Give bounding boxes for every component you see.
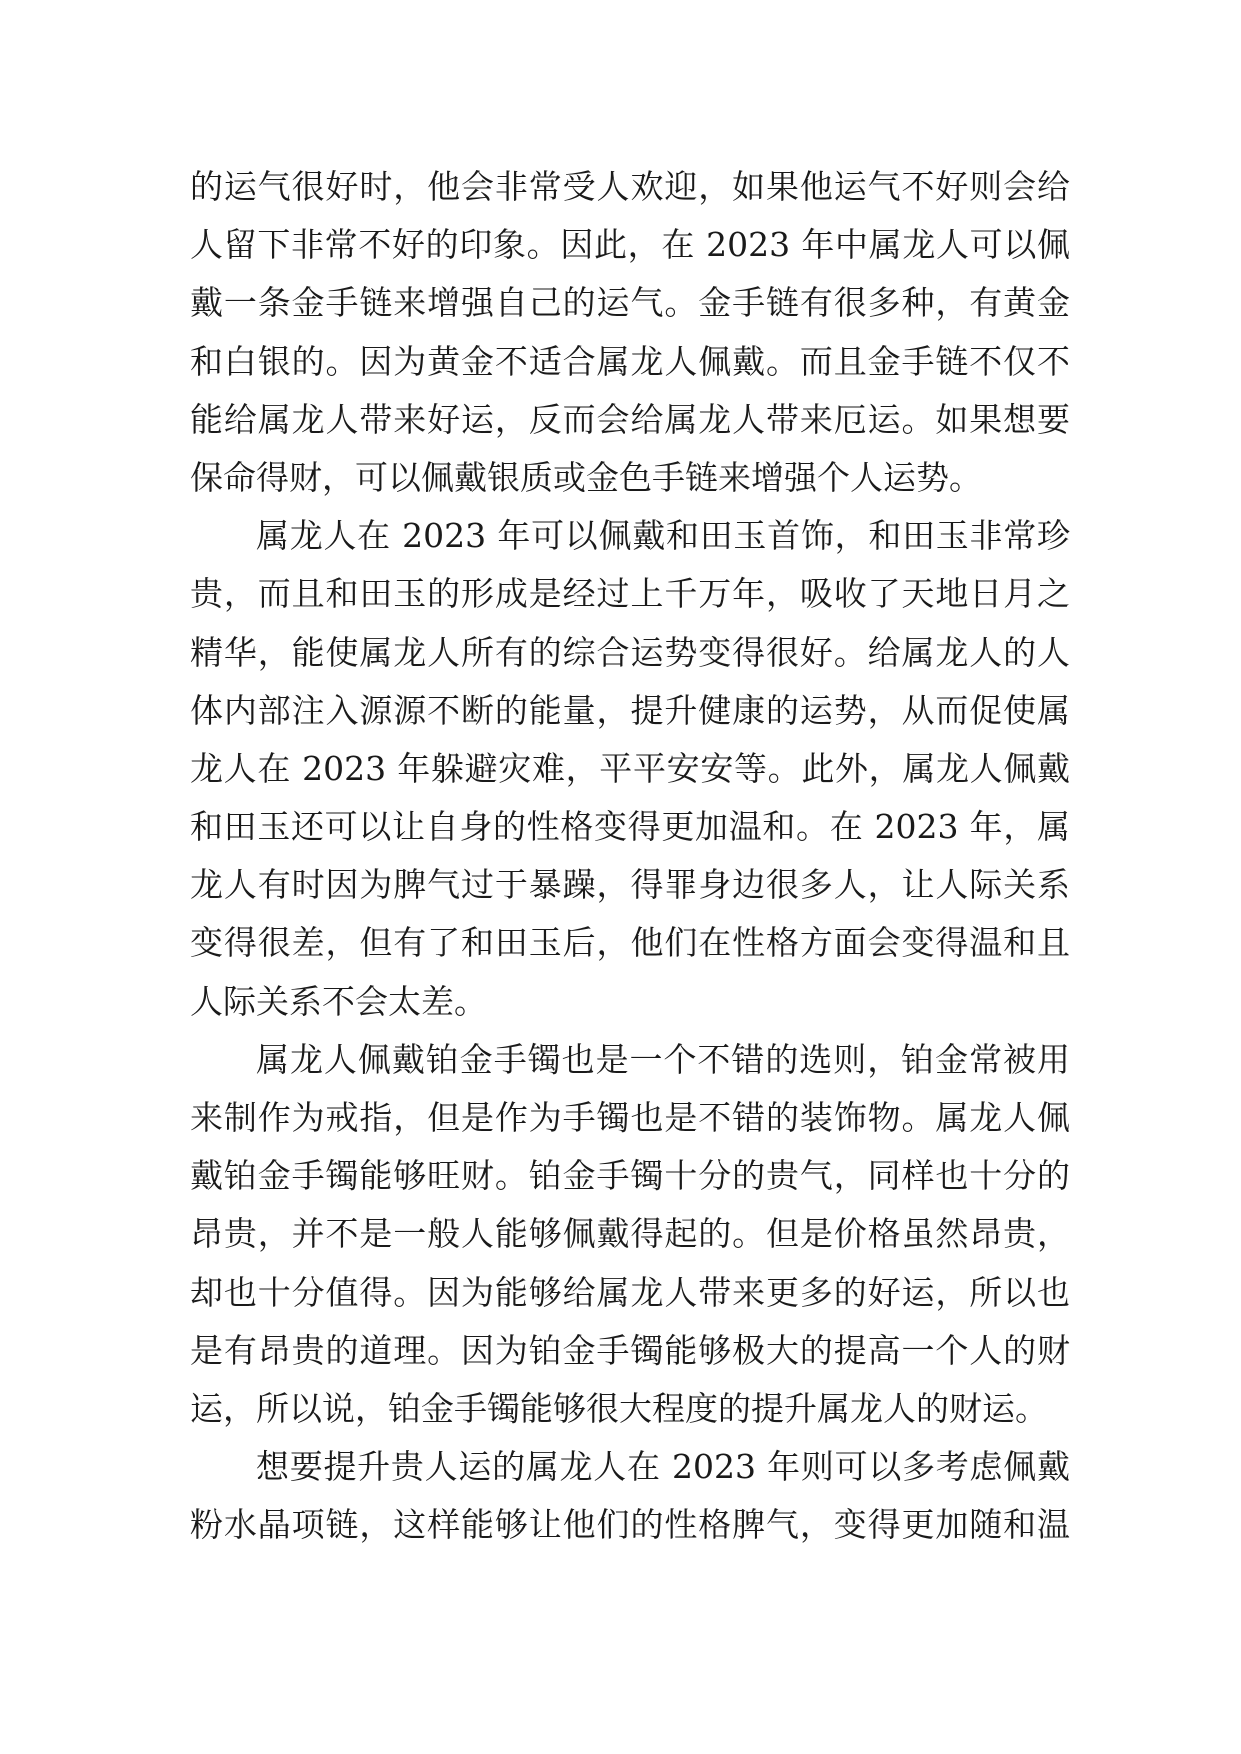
text-line: 戴铂金手镯能够旺财。铂金手镯十分的贵气，同样也十分的 — [190, 1156, 1070, 1196]
text-line: 想要提升贵人运的属龙人在 2023 年则可以多考虑佩戴 — [256, 1447, 1070, 1487]
text-line: 的运气很好时，他会非常受人欢迎，如果他运气不好则会给 — [190, 167, 1070, 206]
text-line: 却也十分值得。因为能够给属龙人带来更多的好运，所以也 — [190, 1272, 1070, 1312]
text-line: 戴一条金手链来增强自己的运气。金手链有很多种，有黄金 — [190, 283, 1070, 323]
paragraph — [190, 507, 1070, 1031]
text-line: 体内部注入源源不断的能量，提升健康的运势，从而促使属 — [190, 690, 1070, 730]
text-line: 贵，而且和田玉的形成是经过上千万年，吸收了天地日月之 — [190, 574, 1070, 614]
text-line: 运，所以说，铂金手镯能够很大程度的提升属龙人的财运。 — [190, 1388, 1048, 1428]
text-line: 和白银的。因为黄金不适合属龙人佩戴。而且金手链不仅不 — [190, 341, 1070, 381]
text-line: 粉水晶项链，这样能够让他们的性格脾气，变得更加随和温 — [190, 1505, 1070, 1545]
text-line: 属龙人在 2023 年可以佩戴和田玉首饰，和田玉非常珍 — [256, 516, 1070, 556]
body-text — [190, 158, 1070, 1555]
text-line: 人际关系不会太差。 — [190, 981, 487, 1021]
text-line: 龙人在 2023 年躲避灾难，平平安安等。此外，属龙人佩戴 — [190, 748, 1070, 788]
text-line: 变得很差，但有了和田玉后，他们在性格方面会变得温和且 — [190, 923, 1070, 963]
text-line: 属龙人佩戴铂金手镯也是一个不错的选则，铂金常被用 — [256, 1039, 1070, 1079]
text-line: 能给属龙人带来好运，反而会给属龙人带来厄运。如果想要 — [190, 399, 1070, 439]
text-line: 是有昂贵的道理。因为铂金手镯能够极大的提高一个人的财 — [190, 1330, 1070, 1370]
paragraph — [190, 1438, 1070, 1554]
text-line: 人留下非常不好的印象。因此，在 2023 年中属龙人可以佩 — [190, 225, 1070, 265]
text-line: 来制作为戒指，但是作为手镯也是不错的装饰物。属龙人佩 — [190, 1098, 1070, 1137]
text-line: 精华，能使属龙人所有的综合运势变得很好。给属龙人的人 — [190, 632, 1070, 672]
text-line: 保命得财，可以佩戴银质或金色手链来增强个人运势。 — [190, 457, 982, 497]
text-line: 龙人有时因为脾气过于暴躁，得罪身边很多人，让人际关系 — [190, 865, 1070, 905]
paragraph — [190, 158, 1070, 507]
text-line: 和田玉还可以让自身的性格变得更加温和。在 2023 年，属 — [190, 807, 1070, 847]
text-line: 昂贵，并不是一般人能够佩戴得起的。但是价格虽然昂贵， — [190, 1214, 1070, 1254]
paragraph — [190, 1031, 1070, 1438]
